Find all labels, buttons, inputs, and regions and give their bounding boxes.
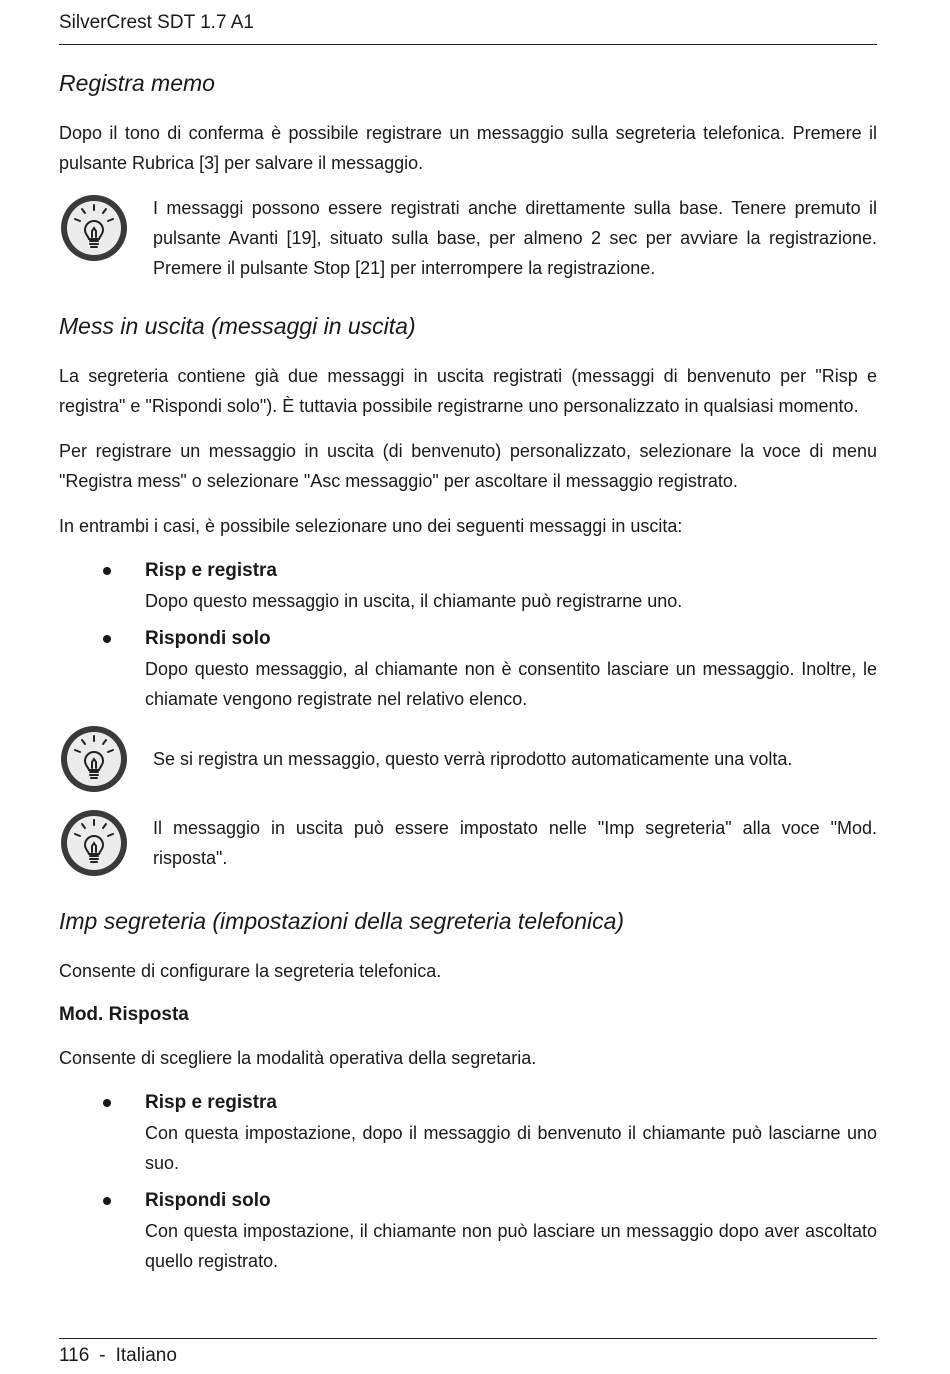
paragraph: Dopo il tono di conferma è possibile registrare un messaggio sulla segreteria telefonica. Premere il pulsante Rubrica [3] per salvare il messaggio. [59, 123, 877, 173]
bullet-icon [103, 1099, 111, 1107]
list-item [59, 624, 877, 714]
list-item-title: Risp e registra [145, 1092, 277, 1113]
paragraph: La segreteria contiene già due messaggi in uscita registrati (messaggi di benvenuto per "Risp e registra" e "Rispondi solo"). È tuttavia possibile registrarne uno personalizzato in qualsiasi momento. [59, 366, 877, 416]
lightbulb-icon [59, 724, 129, 794]
subheading-mod-risposta: Mod. Risposta [59, 1004, 189, 1025]
footer-language: Italiano [115, 1345, 177, 1366]
list-item [59, 1088, 877, 1178]
paragraph: Consente di configurare la segreteria telefonica. [59, 961, 442, 981]
bullet-icon [103, 567, 111, 575]
list-item-title: Rispondi solo [145, 628, 271, 649]
list-item-desc: Dopo questo messaggio in uscita, il chiamante può registrarne uno. [145, 591, 683, 611]
note-text: Il messaggio in uscita può essere impostato nelle "Imp segreteria" alla voce "Mod. risposta". [153, 818, 877, 868]
lightbulb-icon [59, 808, 129, 878]
list-item-title: Risp e registra [145, 560, 277, 581]
note-box [59, 724, 877, 794]
note-text: I messaggi possono essere registrati anche direttamente sulla base. Tenere premuto il pulsante Avanti [19], situato sulla base, per almeno 2 sec per avviare la registrazione. Premere il pulsante Stop [21] per interrompere la registrazione. [153, 198, 877, 278]
note-text: Se si registra un messaggio, questo verrà riprodotto automaticamente una volta. [153, 749, 793, 769]
list-item-desc: Con questa impostazione, dopo il messaggio di benvenuto il chiamante può lasciarne uno suo. [145, 1123, 877, 1173]
bullet-icon [103, 635, 111, 643]
note-box [59, 808, 877, 878]
paragraph: In entrambi i casi, è possibile selezionare uno dei seguenti messaggi in uscita: [59, 516, 683, 536]
header-divider [59, 44, 877, 45]
heading-mess-in-uscita: Mess in uscita (messaggi in uscita) [59, 313, 416, 339]
page-content [59, 66, 877, 1286]
list-item-desc: Con questa impostazione, il chiamante non può lasciare un messaggio dopo aver ascoltato quello registrato. [145, 1221, 877, 1271]
bullet-icon [103, 1197, 111, 1205]
lightbulb-icon [59, 193, 129, 263]
heading-imp-segreteria: Imp segreteria (impostazioni della segreteria telefonica) [59, 908, 625, 934]
note-box [59, 193, 877, 283]
footer-divider [59, 1338, 877, 1339]
header-title: SilverCrest SDT 1.7 A1 [59, 12, 255, 33]
footer-separator: - [99, 1345, 106, 1366]
bullet-list [59, 1088, 877, 1276]
heading-registra-memo: Registra memo [59, 70, 215, 96]
list-item [59, 556, 877, 616]
page-number: 116 [59, 1345, 90, 1366]
list-item-title: Rispondi solo [145, 1190, 271, 1211]
paragraph: Consente di scegliere la modalità operativa della segretaria. [59, 1048, 537, 1068]
paragraph: Per registrare un messaggio in uscita (di benvenuto) personalizzato, selezionare la voce di menu "Registra mess" o selezionare "Asc messaggio" per ascoltare il messaggio registrato. [59, 441, 877, 491]
bullet-list [59, 556, 877, 714]
page-footer [59, 1345, 177, 1367]
list-item [59, 1186, 877, 1276]
list-item-desc: Dopo questo messaggio, al chiamante non è consentito lasciare un messaggio. Inoltre, le chiamate vengono registrate nel relativo elenco. [145, 659, 877, 709]
